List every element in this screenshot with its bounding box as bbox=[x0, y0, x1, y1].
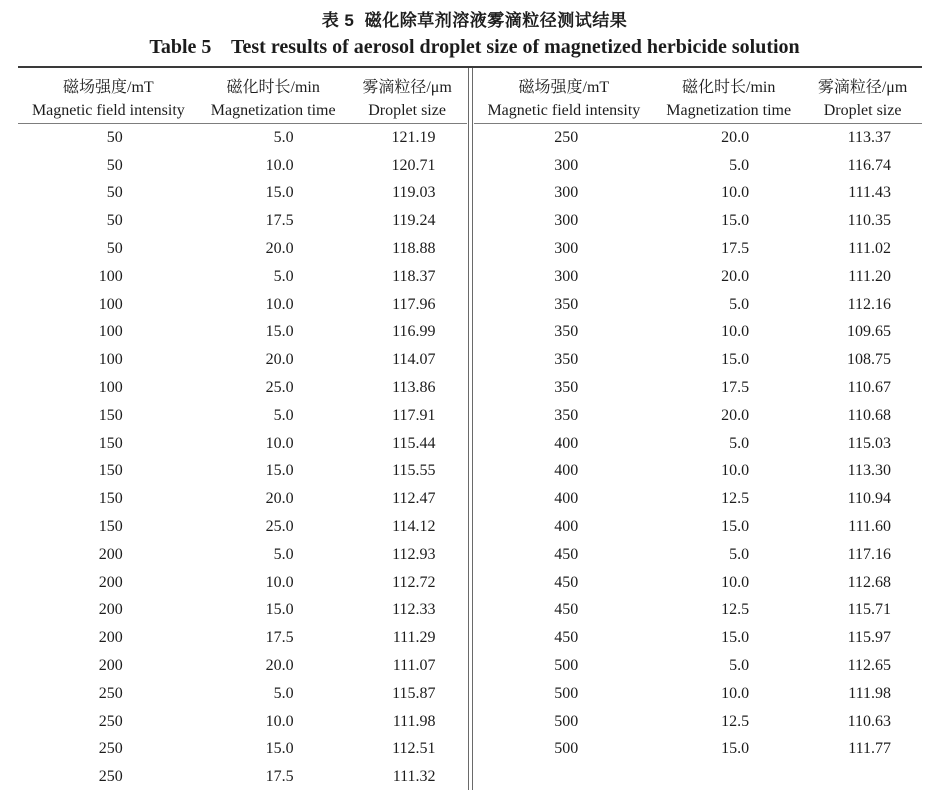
table-row bbox=[474, 624, 923, 652]
table-cell: 110.94 bbox=[803, 485, 922, 513]
header-droplet-size-en: Droplet size bbox=[348, 99, 467, 124]
table-body-left bbox=[18, 124, 467, 791]
table-title-en: Table 5 Test results of aerosol droplet size of magnetized herbicide solution bbox=[0, 36, 949, 59]
table-row bbox=[18, 180, 467, 208]
table-cell: 150 bbox=[18, 513, 199, 541]
table-cell: 15.0 bbox=[199, 319, 348, 347]
table-cell: 300 bbox=[474, 180, 655, 208]
table-cell: 20.0 bbox=[654, 124, 803, 152]
table-cell: 150 bbox=[18, 402, 199, 430]
table-cell: 350 bbox=[474, 374, 655, 402]
table-cell: 114.07 bbox=[348, 346, 467, 374]
header-field-intensity-zh: 磁场强度/mT bbox=[18, 68, 199, 99]
header-droplet-size-zh: 雾滴粒径/μm bbox=[803, 68, 922, 99]
table-header-right bbox=[474, 68, 923, 124]
table-cell: 25.0 bbox=[199, 374, 348, 402]
table-cell: 400 bbox=[474, 485, 655, 513]
table-row bbox=[474, 541, 923, 569]
table-cell: 25.0 bbox=[199, 513, 348, 541]
table-cell: 17.5 bbox=[654, 374, 803, 402]
table-cell: 111.77 bbox=[803, 736, 922, 764]
table-cell: 10.0 bbox=[654, 569, 803, 597]
table-cell: 200 bbox=[18, 597, 199, 625]
header-field-intensity-en: Magnetic field intensity bbox=[18, 99, 199, 124]
table-cell: 111.98 bbox=[348, 708, 467, 736]
header-field-intensity-zh: 磁场强度/mT bbox=[474, 68, 655, 99]
table-cell: 110.67 bbox=[803, 374, 922, 402]
table-cell: 500 bbox=[474, 680, 655, 708]
table-row bbox=[18, 708, 467, 736]
table-cell: 110.68 bbox=[803, 402, 922, 430]
table-row bbox=[18, 485, 467, 513]
table-cell: 150 bbox=[18, 458, 199, 486]
table-cell: 20.0 bbox=[654, 402, 803, 430]
header-droplet-size-zh: 雾滴粒径/μm bbox=[348, 68, 467, 99]
table-cell: 150 bbox=[18, 430, 199, 458]
table-cell: 5.0 bbox=[654, 541, 803, 569]
table-title-zh: 表 5 磁化除草剂溶液雾滴粒径测试结果 bbox=[0, 0, 949, 31]
table-row bbox=[474, 513, 923, 541]
table-cell: 113.86 bbox=[348, 374, 467, 402]
table-row bbox=[474, 291, 923, 319]
table-cell: 12.5 bbox=[654, 485, 803, 513]
table-cell: 111.02 bbox=[803, 235, 922, 263]
table-cell: 117.96 bbox=[348, 291, 467, 319]
table-cell: 300 bbox=[474, 235, 655, 263]
table-cell: 10.0 bbox=[199, 569, 348, 597]
table-cell: 15.0 bbox=[199, 180, 348, 208]
table-row bbox=[18, 597, 467, 625]
table-row bbox=[18, 541, 467, 569]
table-row bbox=[474, 736, 923, 764]
table-cell: 111.07 bbox=[348, 652, 467, 680]
table-cell: 111.60 bbox=[803, 513, 922, 541]
table-cell: 250 bbox=[18, 763, 199, 791]
table-row bbox=[18, 124, 467, 152]
header-row-zh bbox=[18, 68, 467, 99]
table-row bbox=[474, 319, 923, 347]
header-droplet-size-en: Droplet size bbox=[803, 99, 922, 124]
table-cell: 112.93 bbox=[348, 541, 467, 569]
table-cell: 500 bbox=[474, 736, 655, 764]
table-cell: 250 bbox=[474, 124, 655, 152]
table-cell: 10.0 bbox=[199, 152, 348, 180]
header-magnetization-time-en: Magnetization time bbox=[654, 99, 803, 124]
table-row bbox=[18, 680, 467, 708]
header-row-en bbox=[18, 99, 467, 124]
table-right-half bbox=[474, 68, 923, 763]
table-row bbox=[18, 763, 467, 791]
table-cell: 111.32 bbox=[348, 763, 467, 791]
data-table-right bbox=[474, 68, 923, 763]
table-cell: 15.0 bbox=[199, 597, 348, 625]
table-cell: 10.0 bbox=[199, 291, 348, 319]
table-row bbox=[474, 402, 923, 430]
table-header-left bbox=[18, 68, 467, 124]
table-row bbox=[18, 736, 467, 764]
table-cell: 300 bbox=[474, 263, 655, 291]
header-row-en bbox=[474, 99, 923, 124]
table-row bbox=[474, 597, 923, 625]
table-row bbox=[18, 402, 467, 430]
table-divider bbox=[468, 68, 473, 790]
table-row bbox=[474, 235, 923, 263]
table-cell: 10.0 bbox=[654, 319, 803, 347]
table-row bbox=[18, 513, 467, 541]
table-cell: 150 bbox=[18, 485, 199, 513]
table-body-right bbox=[474, 124, 923, 764]
table-cell: 113.30 bbox=[803, 458, 922, 486]
table-cell: 5.0 bbox=[654, 652, 803, 680]
table-cell: 400 bbox=[474, 513, 655, 541]
table-row bbox=[474, 485, 923, 513]
table-cell: 15.0 bbox=[199, 736, 348, 764]
data-table-left bbox=[18, 68, 467, 791]
table-cell: 20.0 bbox=[654, 263, 803, 291]
table-cell: 200 bbox=[18, 541, 199, 569]
table-row bbox=[474, 708, 923, 736]
table-row bbox=[474, 180, 923, 208]
table-cell: 115.87 bbox=[348, 680, 467, 708]
table-row bbox=[474, 374, 923, 402]
table-cell: 50 bbox=[18, 124, 199, 152]
table-cell: 15.0 bbox=[654, 513, 803, 541]
table-cell: 200 bbox=[18, 652, 199, 680]
table-row bbox=[18, 207, 467, 235]
table-cell: 109.65 bbox=[803, 319, 922, 347]
table-cell: 50 bbox=[18, 207, 199, 235]
table-cell: 5.0 bbox=[199, 680, 348, 708]
table-cell: 111.43 bbox=[803, 180, 922, 208]
results-table bbox=[18, 66, 922, 790]
table-cell: 5.0 bbox=[654, 152, 803, 180]
table-row bbox=[18, 291, 467, 319]
header-row-zh bbox=[474, 68, 923, 99]
table-cell: 5.0 bbox=[199, 402, 348, 430]
table-cell: 110.63 bbox=[803, 708, 922, 736]
table-row bbox=[18, 458, 467, 486]
table-cell: 112.51 bbox=[348, 736, 467, 764]
table-cell: 50 bbox=[18, 235, 199, 263]
table-row bbox=[18, 374, 467, 402]
table-cell: 500 bbox=[474, 652, 655, 680]
table-cell: 5.0 bbox=[199, 541, 348, 569]
table-cell: 450 bbox=[474, 541, 655, 569]
table-row bbox=[474, 124, 923, 152]
table-cell: 300 bbox=[474, 152, 655, 180]
table-cell: 10.0 bbox=[654, 180, 803, 208]
table-cell: 115.97 bbox=[803, 624, 922, 652]
table-cell: 100 bbox=[18, 291, 199, 319]
table-cell: 111.29 bbox=[348, 624, 467, 652]
table-cell: 10.0 bbox=[199, 430, 348, 458]
table-cell: 108.75 bbox=[803, 346, 922, 374]
table-cell: 100 bbox=[18, 319, 199, 347]
table-cell: 15.0 bbox=[654, 207, 803, 235]
table-cell: 112.16 bbox=[803, 291, 922, 319]
table-cell: 350 bbox=[474, 319, 655, 347]
table-cell: 450 bbox=[474, 624, 655, 652]
table-row bbox=[18, 652, 467, 680]
table-cell: 111.98 bbox=[803, 680, 922, 708]
table-cell: 5.0 bbox=[654, 291, 803, 319]
table-cell: 100 bbox=[18, 346, 199, 374]
header-magnetization-time-zh: 磁化时长/min bbox=[654, 68, 803, 99]
table-cell: 300 bbox=[474, 207, 655, 235]
table-cell: 20.0 bbox=[199, 235, 348, 263]
table-left-half bbox=[18, 68, 467, 791]
table-cell: 114.12 bbox=[348, 513, 467, 541]
table-cell: 112.65 bbox=[803, 652, 922, 680]
table-cell: 115.71 bbox=[803, 597, 922, 625]
table-cell: 20.0 bbox=[199, 652, 348, 680]
table-cell: 115.03 bbox=[803, 430, 922, 458]
table-cell: 118.37 bbox=[348, 263, 467, 291]
table-cell: 15.0 bbox=[654, 736, 803, 764]
table-row bbox=[474, 430, 923, 458]
table-cell: 350 bbox=[474, 291, 655, 319]
table-cell: 117.16 bbox=[803, 541, 922, 569]
table-cell: 112.47 bbox=[348, 485, 467, 513]
table-cell: 12.5 bbox=[654, 708, 803, 736]
table-cell: 119.03 bbox=[348, 180, 467, 208]
table-cell: 200 bbox=[18, 624, 199, 652]
table-cell: 111.20 bbox=[803, 263, 922, 291]
table-row bbox=[18, 430, 467, 458]
table-cell: 450 bbox=[474, 569, 655, 597]
table-cell: 5.0 bbox=[199, 263, 348, 291]
table-cell: 250 bbox=[18, 736, 199, 764]
table-cell: 5.0 bbox=[199, 124, 348, 152]
table-row bbox=[474, 346, 923, 374]
table-cell: 112.68 bbox=[803, 569, 922, 597]
table-cell: 400 bbox=[474, 430, 655, 458]
table-cell: 5.0 bbox=[654, 430, 803, 458]
table-cell: 119.24 bbox=[348, 207, 467, 235]
table-cell: 350 bbox=[474, 402, 655, 430]
table-cell: 116.74 bbox=[803, 152, 922, 180]
table-cell: 20.0 bbox=[199, 485, 348, 513]
table-row bbox=[18, 346, 467, 374]
table-cell: 12.5 bbox=[654, 597, 803, 625]
table-cell: 121.19 bbox=[348, 124, 467, 152]
header-magnetization-time-zh: 磁化时长/min bbox=[199, 68, 348, 99]
table-cell: 17.5 bbox=[199, 763, 348, 791]
table-cell: 500 bbox=[474, 708, 655, 736]
table-row bbox=[474, 458, 923, 486]
table-row bbox=[18, 263, 467, 291]
table-row bbox=[18, 569, 467, 597]
table-cell: 116.99 bbox=[348, 319, 467, 347]
table-cell: 17.5 bbox=[654, 235, 803, 263]
table-row bbox=[18, 152, 467, 180]
table-cell: 15.0 bbox=[654, 346, 803, 374]
table-cell: 115.55 bbox=[348, 458, 467, 486]
table-row bbox=[474, 652, 923, 680]
table-row bbox=[18, 319, 467, 347]
table-cell: 250 bbox=[18, 708, 199, 736]
table-cell: 15.0 bbox=[199, 458, 348, 486]
table-row bbox=[474, 569, 923, 597]
table-cell: 17.5 bbox=[199, 207, 348, 235]
table-cell: 118.88 bbox=[348, 235, 467, 263]
table-cell: 17.5 bbox=[199, 624, 348, 652]
table-cell: 10.0 bbox=[199, 708, 348, 736]
table-cell: 112.33 bbox=[348, 597, 467, 625]
table-row bbox=[474, 680, 923, 708]
table-cell: 110.35 bbox=[803, 207, 922, 235]
header-magnetization-time-en: Magnetization time bbox=[199, 99, 348, 124]
table-cell: 20.0 bbox=[199, 346, 348, 374]
header-field-intensity-en: Magnetic field intensity bbox=[474, 99, 655, 124]
table-row bbox=[474, 152, 923, 180]
table-cell: 250 bbox=[18, 680, 199, 708]
table-cell: 350 bbox=[474, 346, 655, 374]
table-cell: 117.91 bbox=[348, 402, 467, 430]
table-cell: 400 bbox=[474, 458, 655, 486]
table-cell: 50 bbox=[18, 152, 199, 180]
table-row bbox=[18, 624, 467, 652]
table-cell: 100 bbox=[18, 263, 199, 291]
table-cell: 113.37 bbox=[803, 124, 922, 152]
table-cell: 120.71 bbox=[348, 152, 467, 180]
table-cell: 112.72 bbox=[348, 569, 467, 597]
table-cell: 450 bbox=[474, 597, 655, 625]
table-cell: 100 bbox=[18, 374, 199, 402]
table-cell: 10.0 bbox=[654, 458, 803, 486]
table-cell: 50 bbox=[18, 180, 199, 208]
table-cell: 200 bbox=[18, 569, 199, 597]
table-cell: 115.44 bbox=[348, 430, 467, 458]
table-cell: 10.0 bbox=[654, 680, 803, 708]
table-row bbox=[474, 207, 923, 235]
table-row bbox=[18, 235, 467, 263]
table-row bbox=[474, 263, 923, 291]
table-cell: 15.0 bbox=[654, 624, 803, 652]
